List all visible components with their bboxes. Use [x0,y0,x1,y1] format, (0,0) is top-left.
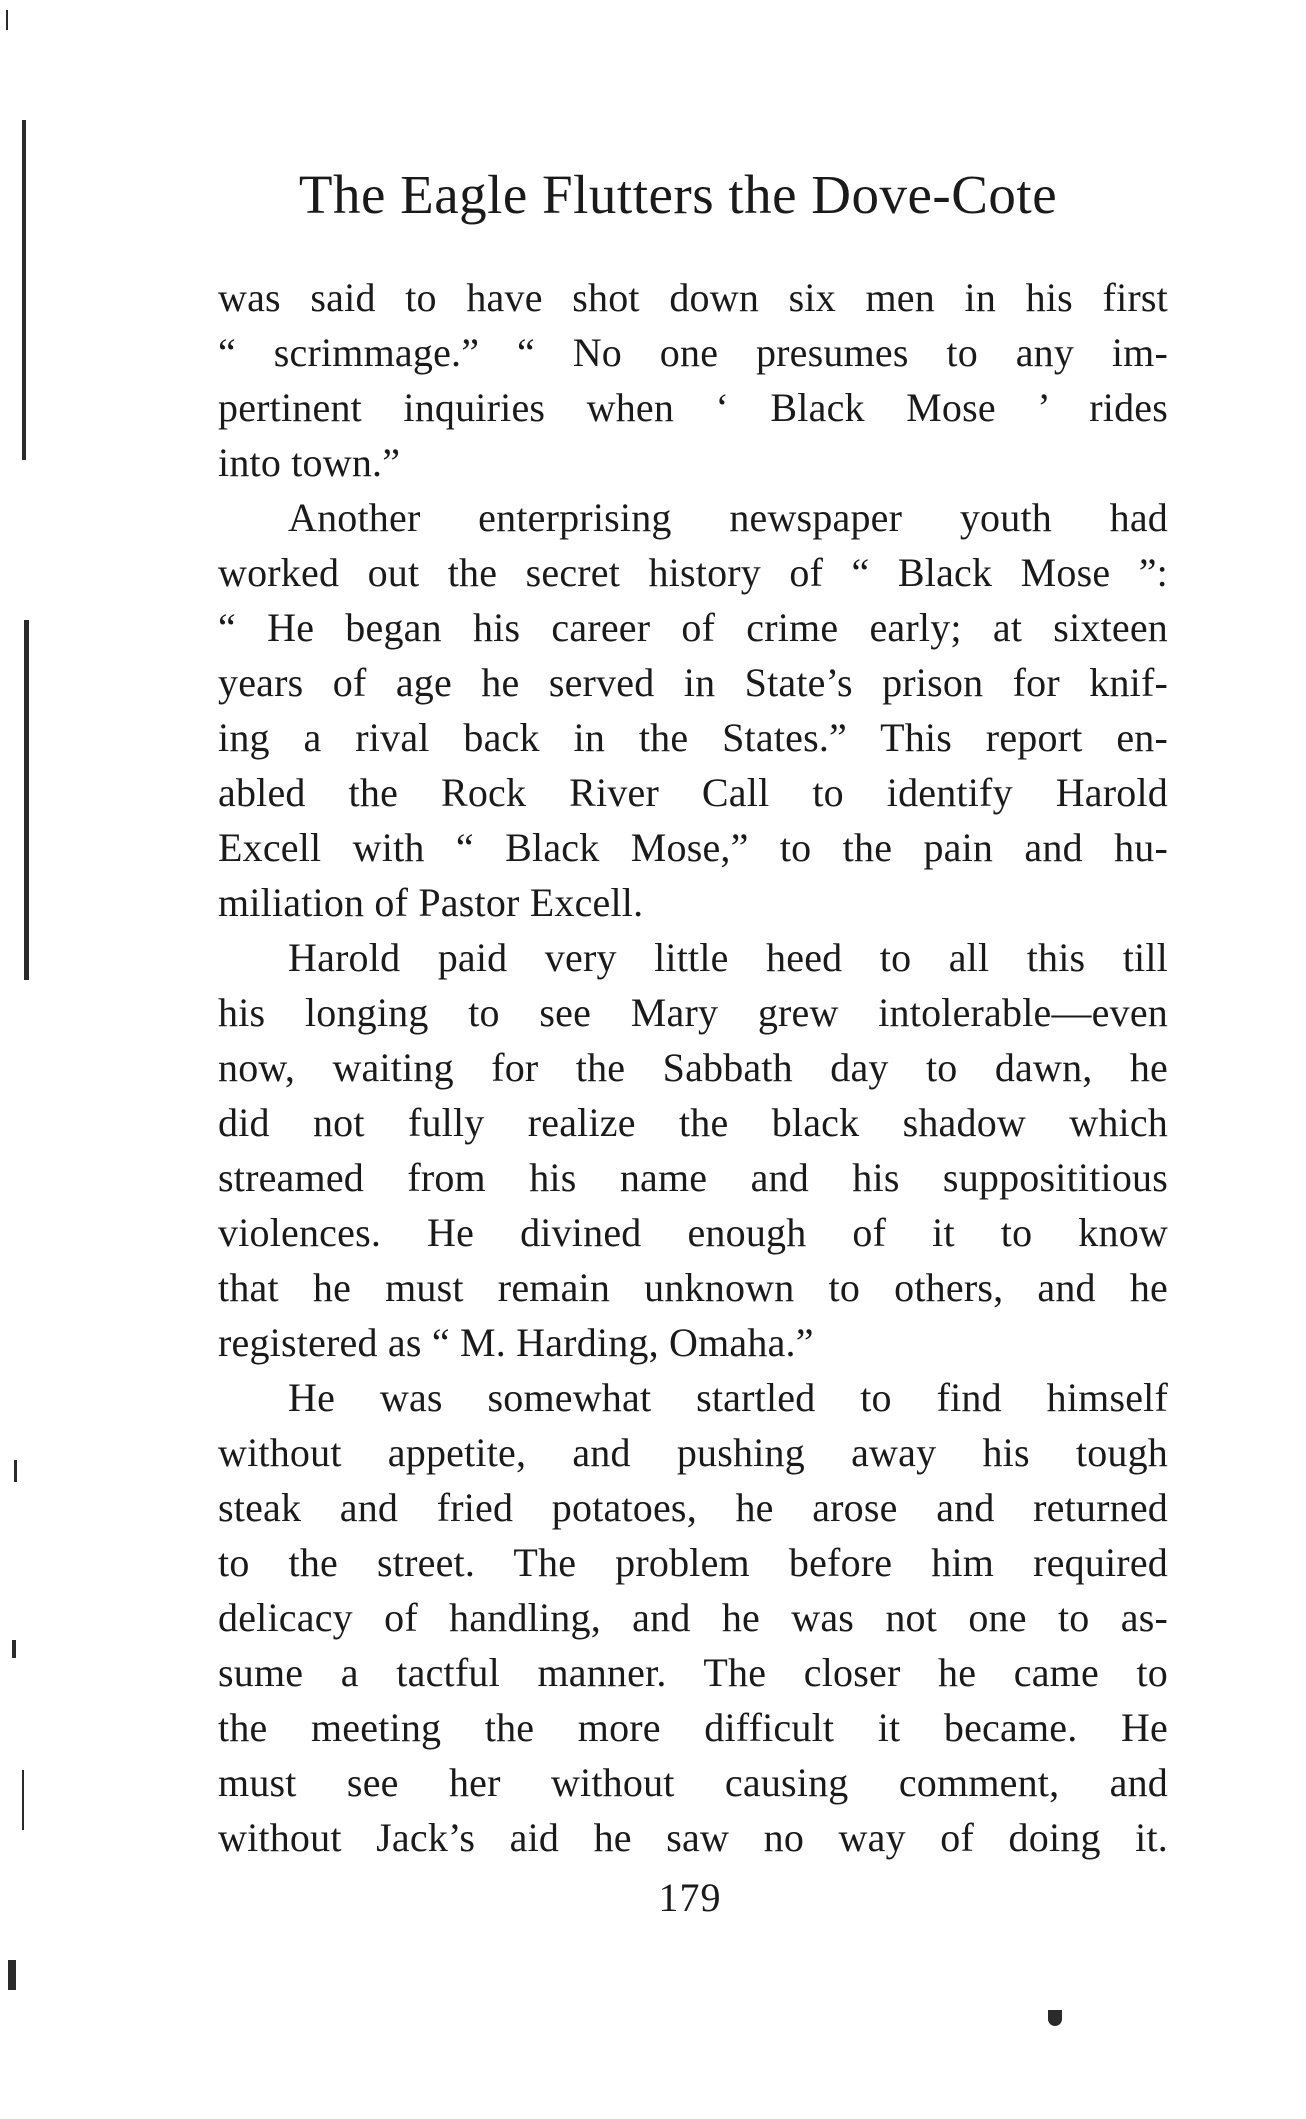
scan-artifact [14,1460,17,1482]
text-line: steak and fried potatoes, he arose and returned [218,1485,1168,1530]
text-line: miliation of Pastor Excell. [218,880,644,925]
scan-artifact [22,120,26,460]
text-line: abled the Rock River Call to identify Harold [218,770,1168,815]
body-text [218,270,1168,1865]
text-line: “ He began his career of crime early; at sixteen [218,605,1168,650]
scan-artifact [8,1960,16,1990]
text-line: to the street. The problem before him required [218,1540,1168,1585]
text-line: without Jack’s aid he saw no way of doing it. [218,1815,1168,1860]
text-line: was said to have shot down six men in his first [218,275,1168,320]
text-line: did not fully realize the black shadow which [218,1100,1168,1145]
text-line: ing a rival back in the States.” This report en- [218,715,1168,760]
text-line: that he must remain unknown to others, and he [218,1265,1168,1310]
scan-artifact [6,10,8,30]
text-line: Excell with “ Black Mose,” to the pain and hu- [218,825,1168,870]
page-number: 179 [658,1875,722,1920]
text-line: registered as “ M. Harding, Omaha.” [218,1320,814,1365]
text-line: streamed from his name and his supposititious [218,1155,1168,1200]
text-line: delicacy of handling, and he was not one to as- [218,1595,1168,1640]
text-line: violences. He divined enough of it to know [218,1210,1168,1255]
text-line: pertinent inquiries when ‘ Black Mose ’ rides [218,385,1168,430]
text-line: “ scrimmage.” “ No one presumes to any im- [218,330,1168,375]
text-line: without appetite, and pushing away his tough [218,1430,1168,1475]
text-line: into town.” [218,440,401,485]
text-line: sume a tactful manner. The closer he came to [218,1650,1168,1695]
text-line: years of age he served in State’s prison for knif- [218,660,1168,705]
text-line: the meeting the more difficult it became. He [218,1705,1168,1750]
text-line: his longing to see Mary grew intolerable—even [218,990,1168,1035]
scan-artifact [1048,2010,1062,2026]
text-line: must see her without causing comment, and [218,1760,1168,1805]
scan-artifact [12,1640,16,1658]
text-line: Another enterprising newspaper youth had [288,495,1168,540]
running-head: The Eagle Flutters the Dove-Cote [298,164,1058,225]
text-line: worked out the secret history of “ Black Mose ”: [218,550,1168,595]
text-line: Harold paid very little heed to all this till [288,935,1168,980]
text-line: now, waiting for the Sabbath day to dawn, he [218,1045,1168,1090]
scan-artifact [24,620,29,980]
text-line: He was somewhat startled to find himself [288,1375,1168,1420]
scan-artifact [22,1770,24,1830]
